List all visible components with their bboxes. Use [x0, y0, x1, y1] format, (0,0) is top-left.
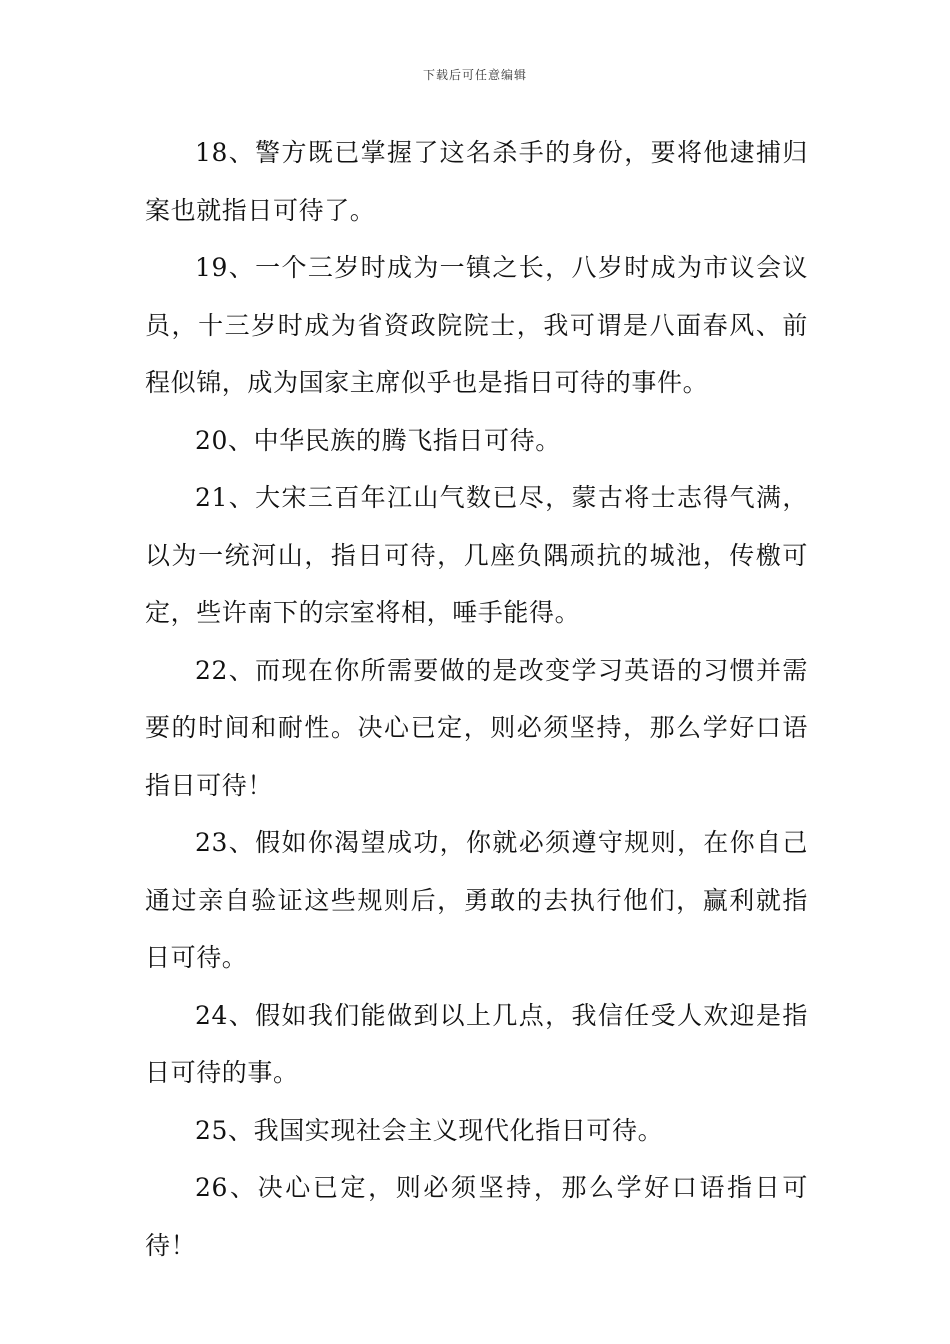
- paragraph-24: 24、假如我们能做到以上几点，我信任受人欢迎是指日可待的事。: [145, 1000, 808, 1087]
- paragraph-20: 20、中华民族的腾飞指日可待。: [195, 425, 561, 455]
- paragraph-19: 19、一个三岁时成为一镇之长，八岁时成为市议会议员，十三岁时成为省资政院院士，我可谓是八面春风、前程似锦，成为国家主席似乎也是指日可待的事件。: [145, 253, 808, 397]
- paragraph-23: 23、假如你渴望成功，你就必须遵守规则，在你自己通过亲自验证这些规则后，勇敢的去执行他们，赢利就指日可待。: [145, 828, 808, 972]
- paragraph-22: 22、而现在你所需要做的是改变学习英语的习惯并需要的时间和耐性。决心已定，则必须坚持，那么学好口语指日可待！: [145, 655, 808, 800]
- paragraph-18: 18、警方既已掌握了这名杀手的身份，要将他逮捕归案也就指日可待了。: [145, 138, 808, 225]
- paragraph-25: 25、我国实现社会主义现代化指日可待。: [195, 1115, 664, 1145]
- paragraph-26: 26、决心已定，则必须坚持，那么学好口语指日可待！: [145, 1173, 808, 1260]
- page-header: 下载后可任意编辑: [422, 68, 527, 82]
- document-body: [145, 124, 808, 1274]
- paragraph-21: 21、大宋三百年江山气数已尽，蒙古将士志得气满，以为一统河山，指日可待，几座负隅顽抗的城池，传檄可定，些许南下的宗室将相，唾手能得。: [145, 483, 808, 627]
